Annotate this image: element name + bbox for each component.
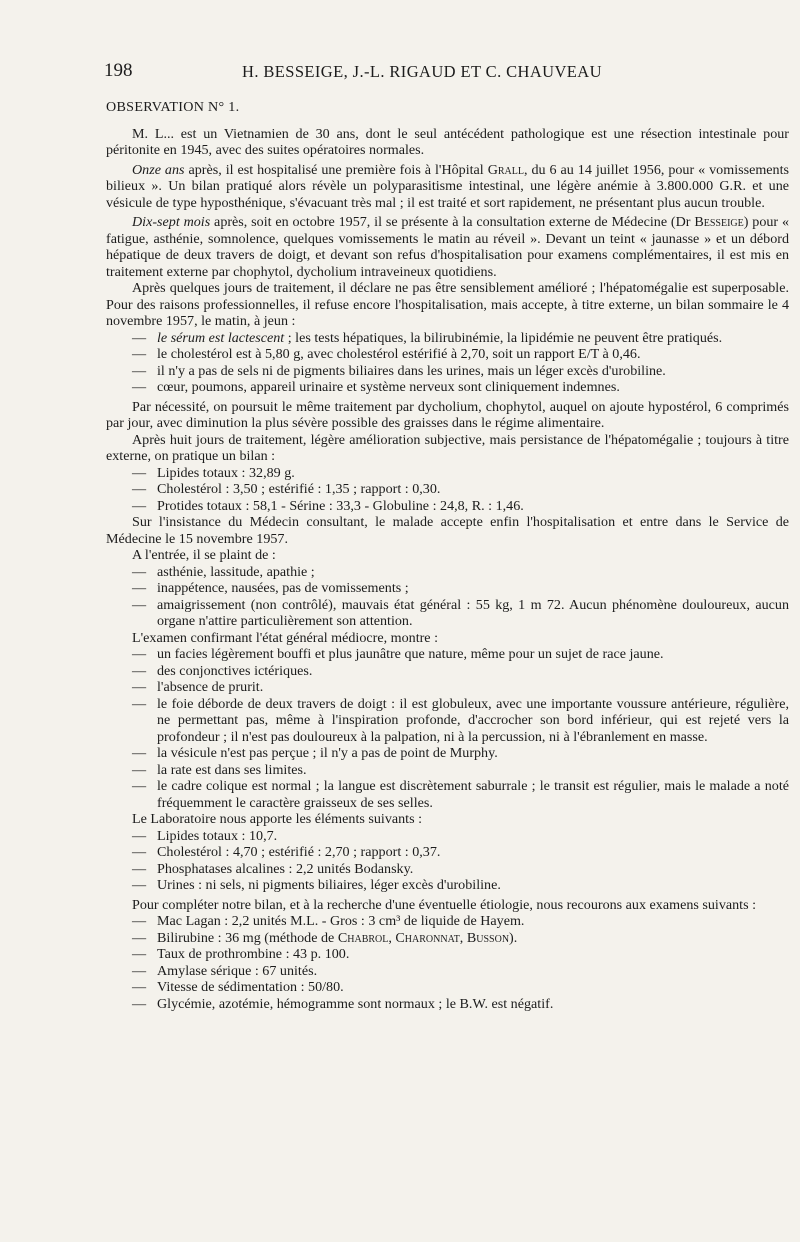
list-item: — cœur, poumons, appareil urinaire et système nerveux sont cliniquement indemnes. [132,379,789,396]
list-item: — Lipides totaux : 10,7. [132,828,789,845]
emphasis: Onze ans [132,161,185,178]
page-number: 198 [104,60,133,81]
dash-list [106,465,789,515]
list-item: — inappétence, nausées, pas de vomissements ; [132,580,789,597]
list-item: — Glycémie, azotémie, hémogramme sont normaux ; le B.W. est négatif. [132,996,789,1013]
article-body [106,99,789,1012]
list-item: — Cholestérol : 4,70 ; estérifié : 2,70 ; rapport : 0,37. [132,844,789,861]
author-names: Chabrol, Charonnat, Busson [337,929,510,946]
list-item: — la vésicule n'est pas perçue ; il n'y a pas de point de Murphy. [132,745,789,762]
list-item: — Lipides totaux : 32,89 g. [132,465,789,482]
paragraph-9: L'examen confirmant l'état général médiocre, montre : [132,629,439,646]
dash-list [106,913,789,1012]
list-item: — Taux de prothrombine : 43 p. 100. [132,946,789,963]
list-item: — le cadre colique est normal ; la langue est discrètement saburrale ; le transit est régulier, mais le malade a noté fréquemment le caractère graisseux de ses selles. [132,778,789,811]
dash-list [106,828,789,894]
list-item: — Cholestérol : 3,50 ; estérifié : 1,35 ; rapport : 0,30. [132,481,789,498]
dash-list [106,564,789,630]
list-item: — des conjonctives ictériques. [132,663,789,680]
list-item: — Mac Lagan : 2,2 unités M.L. - Gros : 3 cm³ de liquide de Hayem. [132,913,789,930]
hospital-name: Grall [487,161,524,178]
dash-list [106,646,789,811]
running-head: H. BESSEIGE, J.-L. RIGAUD ET C. CHAUVEAU [242,62,602,81]
doctor-name: Besseige [694,214,744,230]
paragraph-1: M. L... est un Vietnamien de 30 ans, dont le seul antécédent pathologique est une résection intestinale pour péritonite en 1945, avec des suites opératoires normales. [106,125,789,158]
paragraph-8: A l'entrée, il se plaint de : [132,547,276,563]
list-item: — le foie déborde de deux travers de doigt : il est globuleux, avec une importante voussure antérieure, régulière, ne permettant pas, même à l'inspiration profonde, d'accrocher son bord inférieur, qui est rejeté vers la profondeur ; il n'est pas douloureux à la palpation, ni à la percussion, ni à l'ébranlement en masse. [132,696,789,746]
paragraph-6: Après huit jours de traitement, légère amélioration subjective, mais persistance de l'hépatomégalie ; toujours à titre externe, on pratique un bilan : [106,431,789,464]
page-header [104,60,794,84]
list-item: — Bilirubine : 36 mg (méthode de Chabrol, Charonnat, Busson). [132,930,789,947]
paragraph-3: Dix-sept mois après, soit en octobre 1957, il se présente à la consultation externe de Médecine (Dr Besseige) pour « fatigue, asthénie, somnolence, quelques vomissements le matin au réveil ». Devant un teint « jaunasse » et un débord hépatique de deux travers de doigt, et devant son refus d'hospitalisation pour examens complémentaires, il est mis en traitement externe par chophytol, dycholium intraveineux quotidiens. [106,214,789,280]
dash-list [106,330,789,396]
paragraph-2: Onze ans après, il est hospitalisé une première fois à l'Hôpital Grall, du 6 au 14 juillet 1956, pour « vomissements bilieux ». Un bilan pratiqué alors révèle un polyparasitisme intestinal, une légère anémie à 3.800.000 G.R. et une vésicule de type hyposthénique, s'évacuant très mal ; il est traité et sort rapidement, ne présentant plus aucun trouble. [106,161,789,211]
paragraph-11: Pour compléter notre bilan, et à la recherche d'une éventuelle étiologie, nous recourons aux examens suivants : [132,896,757,913]
list-item: — le sérum est lactescent ; les tests hépatiques, la bilirubinémie, la lipidémie ne peuvent être pratiqués. [132,330,789,347]
paragraph-10: Le Laboratoire nous apporte les éléments suivants : [132,811,423,827]
observation-title: OBSERVATION N° 1. [106,99,240,115]
list-item: — Protides totaux : 58,1 - Sérine : 33,3 - Globuline : 24,8, R. : 1,46. [132,498,789,515]
list-item: — asthénie, lassitude, apathie ; [132,564,789,581]
emphasis: Dix-sept mois [132,214,211,230]
list-item: — un facies légèrement bouffi et plus jaunâtre que nature, même pour un sujet de race jaune. [132,646,789,663]
paragraph-7: Sur l'insistance du Médecin consultant, le malade accepte enfin l'hospitalisation et entre dans le Service de Médecine le 15 novembre 1957. [106,514,789,547]
list-item: — Vitesse de sédimentation : 50/80. [132,979,789,996]
list-item: — la rate est dans ses limites. [132,762,789,779]
list-item: — l'absence de prurit. [132,679,789,696]
paragraph-5: Par nécessité, on poursuit le même traitement par dycholium, chophytol, auquel on ajoute hypostérol, 6 comprimés par jour, avec diminution la plus sévère possible des graisses dans le régime alimentaire. [106,398,789,431]
list-item: — Amylase sérique : 67 unités. [132,963,789,980]
list-item: — amaigrissement (non contrôlé), mauvais état général : 55 kg, 1 m 72. Aucun phénomène douloureux, aucun organe n'attire particulièrement son attention. [132,597,789,630]
list-item: — Urines : ni sels, ni pigments biliaires, léger excès d'urobiline. [132,877,789,894]
list-item: — Phosphatases alcalines : 2,2 unités Bodansky. [132,861,789,878]
list-item: — le cholestérol est à 5,80 g, avec cholestérol estérifié à 2,70, soit un rapport E/T à 0,46. [132,346,789,363]
list-item: — il n'y a pas de sels ni de pigments biliaires dans les urines, mais un léger excès d'urobiline. [132,363,789,380]
paragraph-4: Après quelques jours de traitement, il déclare ne pas être sensiblement amélioré ; l'hépatomégalie est superposable. Pour des raisons professionnelles, il refuse encore l'hospitalisation, mais accepte, à titre externe, un bilan sommaire le 4 novembre 1957, le matin, à jeun : [106,280,789,329]
